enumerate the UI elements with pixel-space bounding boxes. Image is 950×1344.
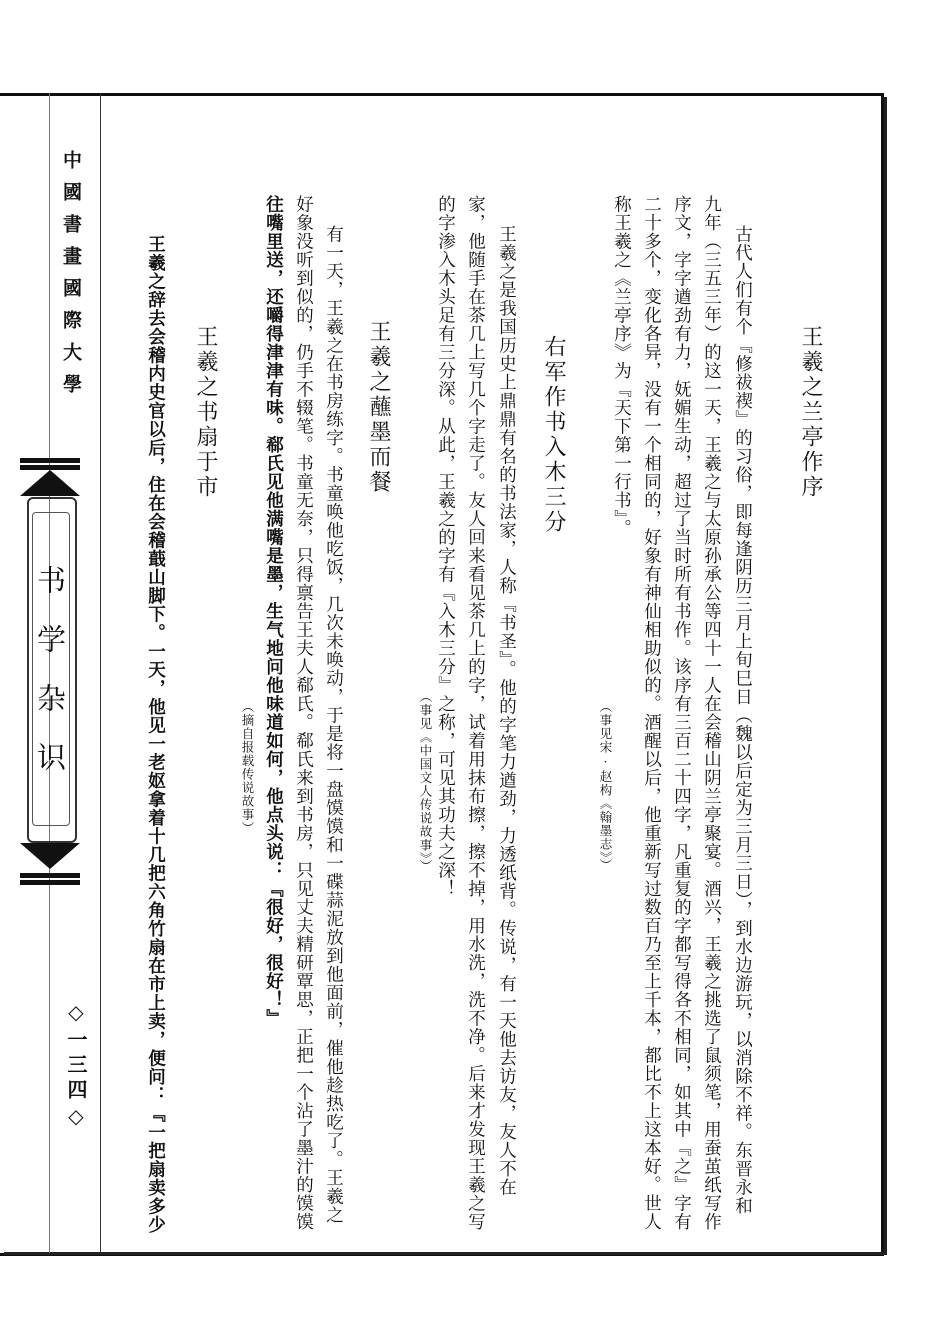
ornament-bar-bottom-2	[20, 880, 80, 885]
text-column: 好象没听到似的，仍手不辍笔。书童无奈，只得禀告王夫人郗氏。郗氏来到书房，只见丈夫精研覃思，正把一个沾了墨汁的馍馍	[293, 195, 314, 1231]
text-column: 九年（三五三年）的这一天，王羲之与太原孙承公等四十一人在会稽山阴兰亭聚宴。酒兴，王羲之挑选了鼠须笔，用蚕茧纸写作	[701, 195, 722, 1231]
ornament-arrow-top	[20, 470, 80, 496]
text-column: 王羲之是我国历史上鼎鼎有名的书法家，人称『书圣』。他的字笔力遒劲，力透纸背。传说，有一天他去访友，友人不在	[496, 225, 517, 1197]
book-title: 书学杂识	[33, 565, 67, 801]
source-note: （事见《中国文人传说故事》）	[418, 690, 433, 873]
source-note: （事见宋·赵构《翰墨志》）	[598, 700, 613, 872]
margin-rule	[100, 93, 101, 1253]
text-column: 称王羲之《兰亭序》为『天下第一行书』。	[611, 195, 632, 538]
page-number: ◇一三四◇	[64, 1000, 88, 1133]
ornament-bar-bottom	[20, 873, 80, 878]
ornament-bar-top	[20, 458, 80, 463]
source-note: （摘自报载传说故事）	[240, 700, 255, 835]
text-column: 家，他随手在茶几上写几个字走了。友人回来看见茶几上的字，试着用抹布擦，擦不掉，用水洗，洗不净。后来才发现王羲之写	[465, 195, 486, 1231]
section-title: 王羲之书扇于市	[193, 325, 218, 500]
text-column: 有一天，王羲之在书房练字。书童唤他吃饭，几次未唤动，于是将一盘馍馍和一碟蒜泥放到他面前，催他趁热吃了。王羲之	[323, 225, 344, 1224]
text-column: 序文，字字遒劲有力，妩媚生动，超过了当时所有书作。该序有三百二十四字，凡重复的字都写得各不相同，如其中『之』字有	[671, 195, 692, 1231]
section-title: 右军作书入木三分	[541, 335, 566, 535]
school-name: 中國書畫國際大學	[60, 150, 82, 406]
text-column: 王羲之辞去会稽内史官以后，住在会稽蕺山脚下。一天，他见一老妪拿着十几把六角竹扇在市上卖，便问：『一把扇卖多少	[145, 235, 166, 1234]
text-column: 二十多个，变化各异，没有一个相同的，好象有神仙相助似的。酒醒以后，他重新写过数百乃至上千本，都比不上这本好。世人	[641, 195, 662, 1231]
section-title: 王羲之兰亭作序	[798, 325, 823, 500]
frame-shadow-right	[884, 97, 887, 1255]
frame-shadow-bottom	[4, 1252, 884, 1255]
text-column: 往嘴里送，还嚼得津津有味。郗氏见他满嘴是墨，生气地问他味道如何，他点头说：『很好，很好！』	[263, 195, 284, 1028]
text-column: 古代人们有个『修祓禊』的习俗，即每逢阴历三月上旬巳日（魏以后定为三月三日），到水边游玩，以消除不祥。东晋永和	[732, 225, 753, 1216]
section-title: 王羲之蘸墨而餐	[366, 320, 391, 495]
ornament-arrow-bottom	[20, 843, 80, 869]
text-column: 的字渗入木头足有三分深。从此，王羲之的字有『入木三分』之称，可见其功夫之深！	[435, 195, 456, 898]
